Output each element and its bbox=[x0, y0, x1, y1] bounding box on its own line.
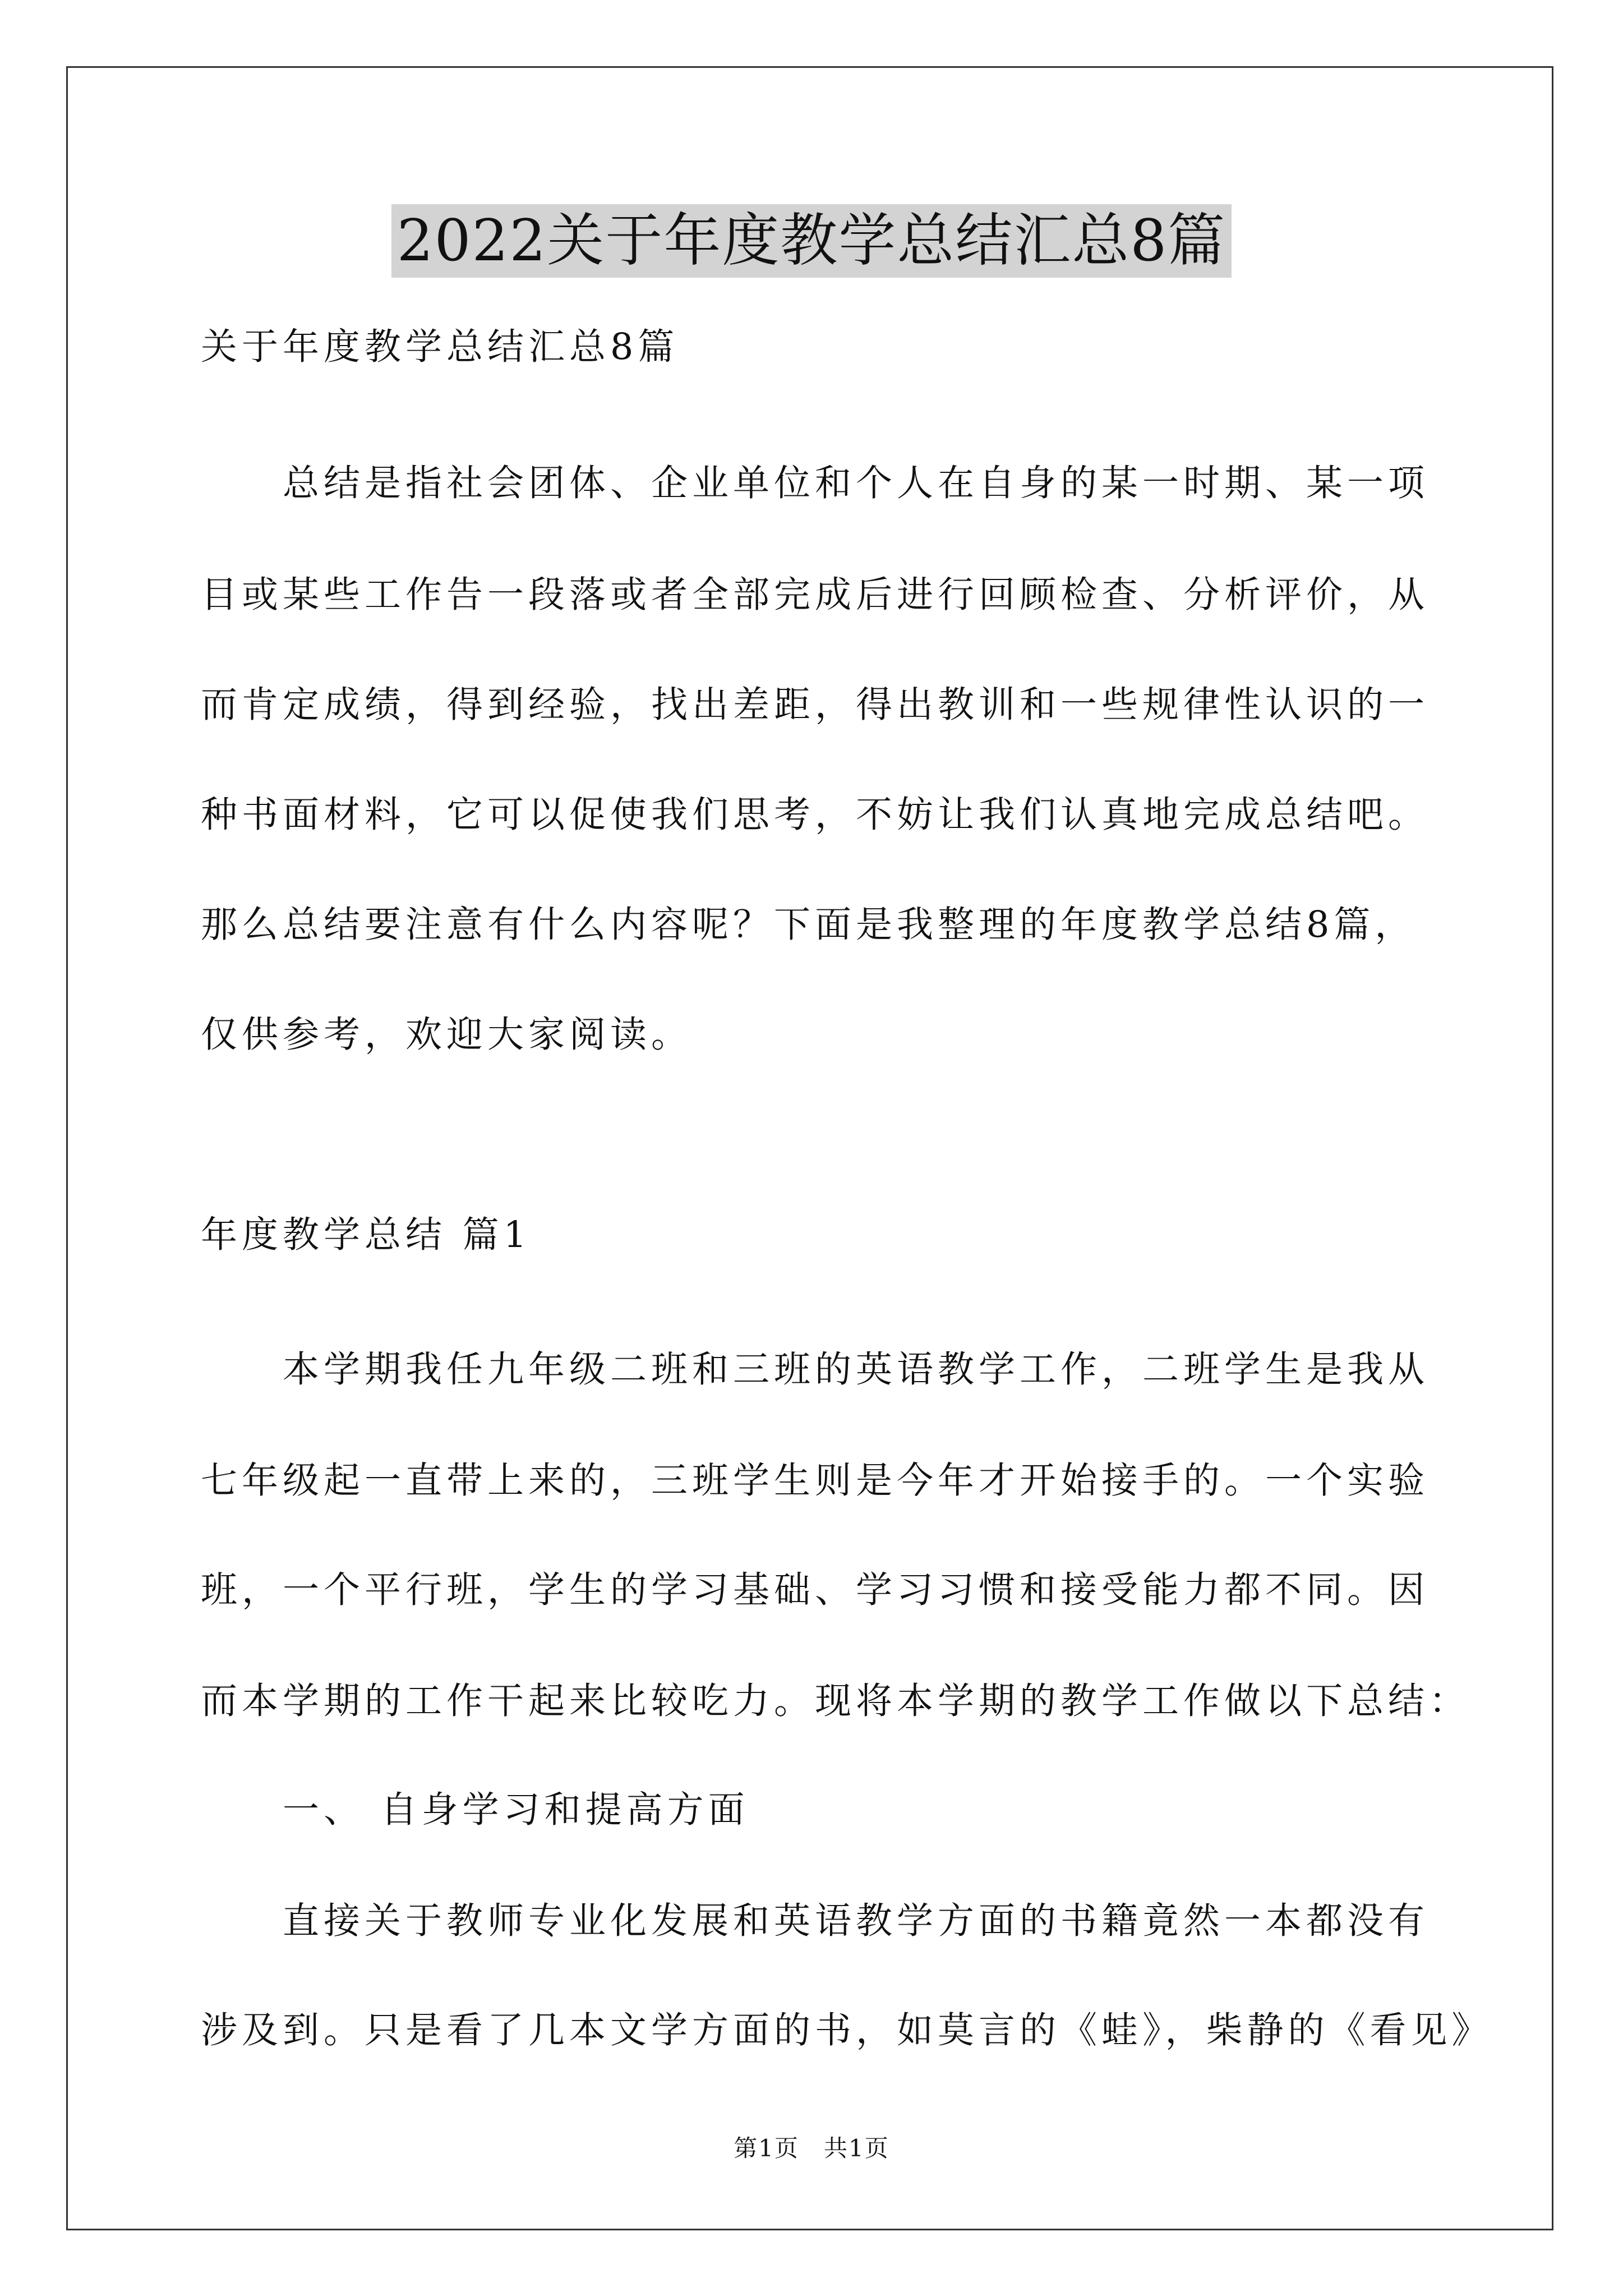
section-heading: 年度教学总结 篇1 bbox=[201, 1214, 532, 1256]
paragraph-line: 而肯定成绩，得到经验，找出差距，得出教训和一些规律性认识的一 bbox=[201, 684, 1430, 726]
paragraph-line: 目或某些工作告一段落或者全部完成后进行回顾检查、分析评价，从 bbox=[201, 574, 1430, 616]
paragraph-line: 七年级起一直带上来的，三班学生则是今年才开始接手的。一个实验 bbox=[201, 1460, 1430, 1502]
paragraph-line: 直接关于教师专业化发展和英语教学方面的书籍竟然一本都没有 bbox=[201, 1900, 1430, 1942]
paragraph-line: 而本学期的工作干起来比较吃力。现将本学期的教学工作做以下总结： bbox=[201, 1680, 1470, 1722]
document-title-text: 2022关于年度教学总结汇总8篇 bbox=[391, 204, 1232, 278]
paragraph-line: 总结是指社会团体、企业单位和个人在自身的某一时期、某一项 bbox=[201, 462, 1430, 504]
paragraph-line: 班，一个平行班，学生的学习基础、学习习惯和接受能力都不同。因 bbox=[201, 1569, 1430, 1611]
paragraph-line: 本学期我任九年级二班和三班的英语教学工作，二班学生是我从 bbox=[201, 1349, 1430, 1391]
paragraph-line: 涉及到。只是看了几本文学方面的书，如莫言的《蛙》，柴静的《看见》 bbox=[201, 2009, 1493, 2051]
paragraph-line: 种书面材料，它可以促使我们思考，不妨让我们认真地完成总结吧。 bbox=[201, 794, 1430, 836]
paragraph-line: 仅供参考，欢迎大家阅读。 bbox=[201, 1014, 693, 1056]
page-footer: 第1页 共1页 bbox=[734, 2134, 889, 2162]
subtitle-line: 关于年度教学总结汇总8篇 bbox=[201, 326, 679, 368]
subsection-heading: 一、 自身学习和提高方面 bbox=[201, 1789, 749, 1831]
document-title bbox=[0, 199, 1623, 283]
paragraph-line: 那么总结要注意有什么内容呢？下面是我整理的年度教学总结8篇， bbox=[201, 904, 1416, 946]
